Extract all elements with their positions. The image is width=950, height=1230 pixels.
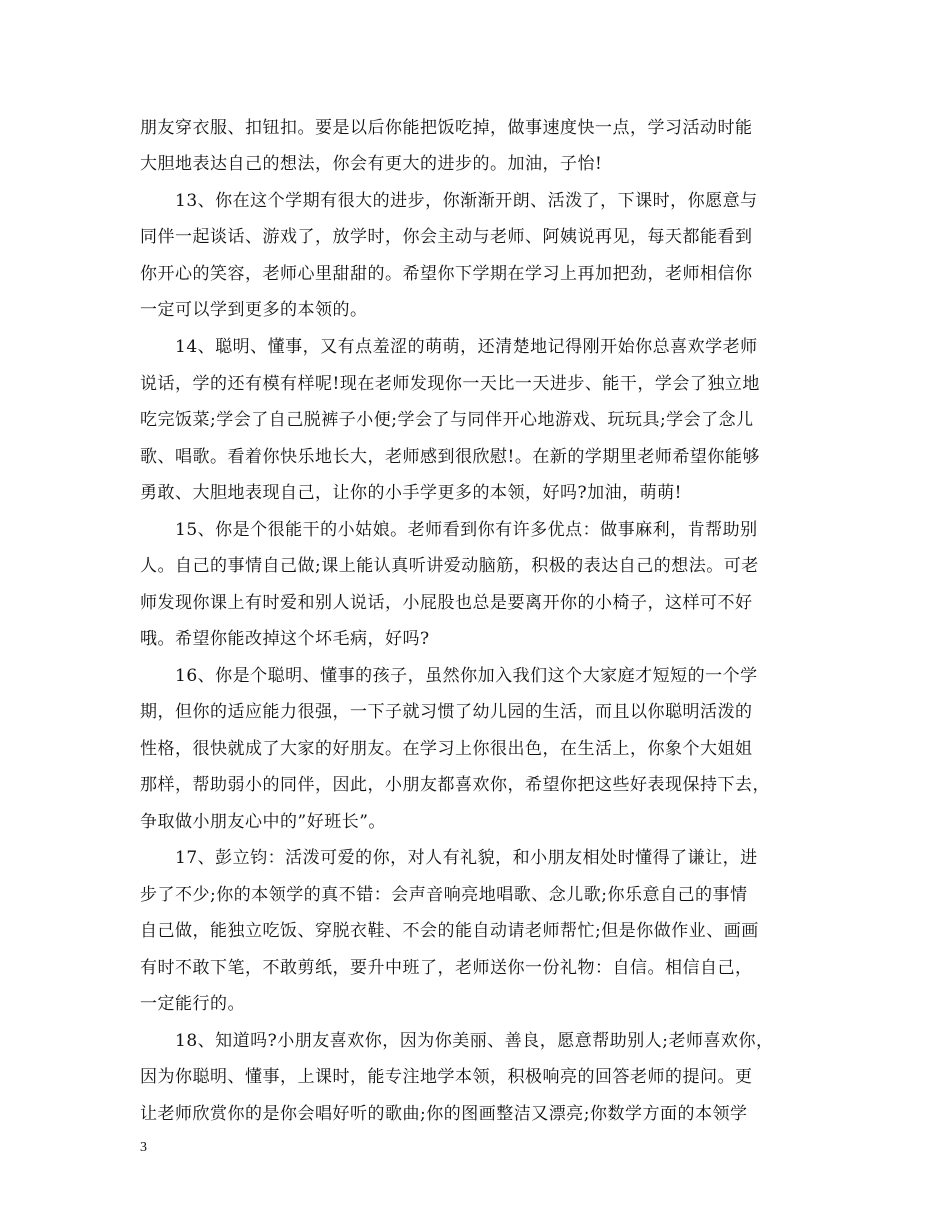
text-line: 你开心的笑容，老师心里甜甜的。希望你下学期在学习上再加把劲，老师相信你 [140,264,753,284]
text-line: 说话，学的还有模有样呢!现在老师发现你一天比一天进步、能干，学会了独立地 [140,374,760,394]
text-line: 人。自己的事情自己做;课上能认真听讲爱动脑筋，积极的表达自己的想法。可老 [140,556,759,576]
text-line: 有时不敢下笔，不敢剪纸，要升中班了，老师送你一份礼物：自信。相信自己， [140,958,753,978]
text-line: 14、聪明、懂事，又有点羞涩的萌萌，还清楚地记得刚开始你总喜欢学老师 [140,337,758,357]
text-line: 一定能行的。 [140,994,245,1014]
text-line: 期，但你的适应能力很强，一下子就习惯了幼儿园的生活，而且以你聪明活泼的 [140,702,753,722]
text-line: 一定可以学到更多的本领的。 [140,300,368,320]
text-line: 因为你聪明、懂事，上课时，能专注地学本领，积极响亮的回答老师的提问。更 [140,1067,753,1087]
text-line: 16、你是个聪明、懂事的孩子，虽然你加入我们这个大家庭才短短的一个学 [140,666,758,686]
text-line: 大胆地表达自己的想法，你会有更大的进步的。加油，子怡! [140,154,603,174]
text-line: 性格，很快就成了大家的好朋友。在学习上你很出色，在生活上，你象个大姐姐 [140,739,753,759]
text-line: 那样，帮助弱小的同伴，因此，小朋友都喜欢你，希望你把这些好表现保持下去， [140,775,770,795]
text-line: 15、你是个很能干的小姑娘。老师看到你有许多优点：做事麻利，肯帮助别 [140,520,758,540]
text-line: 争取做小朋友心中的”好班长”。 [140,812,386,832]
text-line: 歌、唱歌。看着你快乐地长大，老师感到很欣慰!。在新的学期里老师希望你能够 [140,447,760,467]
text-line: 同伴一起谈话、游戏了，放学时，你会主动与老师、阿姨说再见，每天都能看到 [140,227,753,247]
text-line: 让老师欣赏你的是你会唱好听的歌曲;你的图画整洁又漂亮;你数学方面的本领学 [140,1104,748,1124]
text-line: 18、知道吗?小朋友喜欢你，因为你美丽、善良，愿意帮助别人;老师喜欢你， [140,1031,774,1051]
text-line: 13、你在这个学期有很大的进步，你渐渐开朗、活泼了，下课时，你愿意与 [140,191,758,211]
text-line: 哦。希望你能改掉这个坏毛病，好吗? [140,629,430,649]
text-line: 吃完饭菜;学会了自己脱裤子小便;学会了与同伴开心地游戏、玩玩具;学会了念儿 [140,410,754,430]
text-line: 步了不少;你的本领学的真不错：会声音响亮地唱歌、念儿歌;你乐意自己的事情 [140,885,748,905]
text-line: 勇敢、大胆地表现自己，让你的小手学更多的本领，好吗?加油，萌萌! [140,483,682,503]
text-line: 朋友穿衣服、扣钮扣。要是以后你能把饭吃掉，做事速度快一点，学习活动时能 [140,118,753,138]
page-number: 3 [140,1140,147,1155]
text-line: 自己做，能独立吃饭、穿脱衣鞋、不会的能自动请老师帮忙;但是你做作业、画画 [140,921,759,941]
text-line: 师发现你课上有时爱和别人说话，小屁股也总是要离开你的小椅子，这样可不好 [140,593,753,613]
text-line: 17、彭立钧：活泼可爱的你，对人有礼貌，和小朋友相处时懂得了谦让，进 [140,848,758,868]
